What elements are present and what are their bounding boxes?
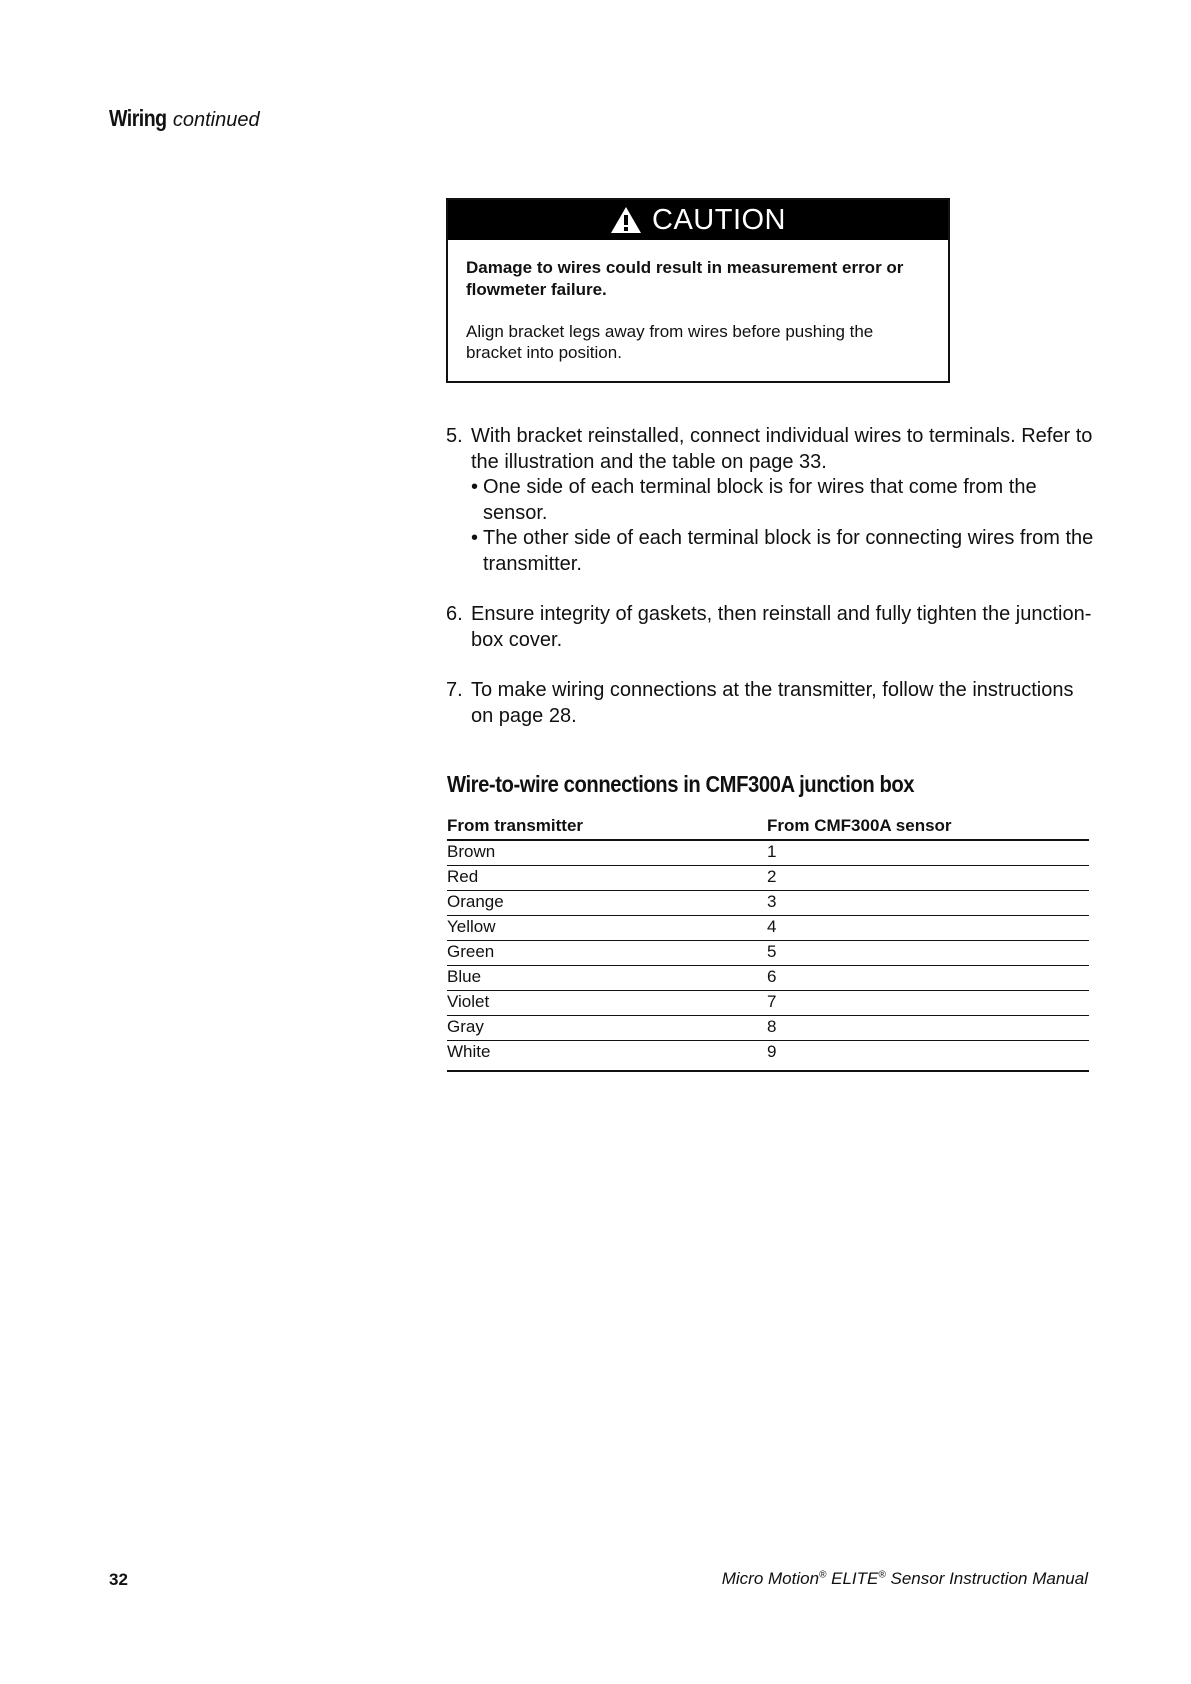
table-row bbox=[447, 1016, 1089, 1041]
list-item: • The other side of each terminal block is for connecting wires from the transmitter. bbox=[471, 526, 1096, 577]
table-row bbox=[447, 966, 1089, 991]
bullet-text: The other side of each terminal block is for connecting wires from the transmitter. bbox=[483, 527, 1094, 575]
step-number: 6. bbox=[446, 603, 463, 625]
cell: 8 bbox=[767, 1016, 1089, 1041]
cell: 9 bbox=[767, 1042, 777, 1061]
table-bottom-rule bbox=[447, 1070, 1089, 1072]
page-number: 32 bbox=[109, 1570, 128, 1589]
footer-brand: Micro Motion bbox=[721, 1569, 820, 1588]
section-title: Wiring bbox=[109, 105, 167, 131]
cell: White bbox=[447, 1042, 491, 1061]
registered-mark: ® bbox=[878, 1569, 886, 1581]
cell: 5 bbox=[767, 941, 1089, 966]
cell: Blue bbox=[447, 966, 767, 991]
step-5 bbox=[446, 424, 1096, 577]
caution-warning: Damage to wires could result in measurement error or flowmeter failure. bbox=[466, 258, 904, 299]
cell: 4 bbox=[767, 916, 1089, 941]
cell: 7 bbox=[767, 991, 1089, 1016]
cell: 3 bbox=[767, 891, 1089, 916]
steps-list bbox=[446, 424, 1096, 754]
table-row bbox=[447, 866, 1089, 891]
table-row bbox=[447, 891, 1089, 916]
cell: 2 bbox=[767, 866, 1089, 891]
step-number: 5. bbox=[446, 425, 463, 447]
table-row bbox=[447, 991, 1089, 1016]
cell: Violet bbox=[447, 991, 767, 1016]
table-header-row bbox=[447, 816, 1089, 840]
table-title: Wire-to-wire connections in CMF300A junction box bbox=[447, 771, 915, 797]
caution-text: Align bracket legs away from wires before pushing the bracket into position. bbox=[466, 322, 874, 362]
caution-body bbox=[448, 240, 948, 363]
column-header: From transmitter bbox=[447, 816, 767, 840]
warning-triangle-icon bbox=[610, 206, 642, 234]
footer-title bbox=[722, 1569, 1088, 1589]
continued-label: continued bbox=[172, 109, 260, 131]
list-item: • One side of each terminal block is for wires that come from the sensor. bbox=[471, 475, 1096, 526]
cell: Brown bbox=[447, 840, 767, 866]
table-row bbox=[447, 941, 1089, 966]
column-header: From CMF300A sensor bbox=[767, 816, 1089, 840]
footer-manual-title: Sensor Instruction Manual bbox=[890, 1569, 1088, 1588]
table-row bbox=[447, 840, 1089, 866]
running-head bbox=[109, 103, 260, 135]
step-7 bbox=[446, 678, 1096, 729]
bullet-text: One side of each terminal block is for wires that come from the sensor. bbox=[483, 476, 1037, 524]
registered-mark: ® bbox=[819, 1569, 827, 1581]
step-number: 7. bbox=[446, 679, 463, 701]
step-text: To make wiring connections at the transmitter, follow the instructions on page 28. bbox=[471, 679, 1074, 727]
footer-product: ELITE bbox=[831, 1569, 879, 1588]
cell: Yellow bbox=[447, 916, 767, 941]
caution-header bbox=[448, 200, 948, 240]
cell: 1 bbox=[767, 840, 1089, 866]
step-text: With bracket reinstalled, connect individual wires to terminals. Refer to the illustration and the table on page 33. bbox=[471, 425, 1093, 473]
cell: Gray bbox=[447, 1016, 767, 1041]
step-text: Ensure integrity of gaskets, then reinstall and fully tighten the junction-box cover. bbox=[471, 603, 1092, 651]
step-bullets bbox=[471, 475, 1096, 577]
caution-box bbox=[446, 198, 950, 383]
table-row bbox=[447, 916, 1089, 941]
cell: Red bbox=[447, 866, 767, 891]
cell: 6 bbox=[767, 966, 1089, 991]
cell: Orange bbox=[447, 891, 767, 916]
cell: Green bbox=[447, 941, 767, 966]
wire-connections-table bbox=[447, 816, 1089, 1077]
step-6 bbox=[446, 602, 1096, 653]
caution-label: CAUTION bbox=[652, 203, 786, 236]
